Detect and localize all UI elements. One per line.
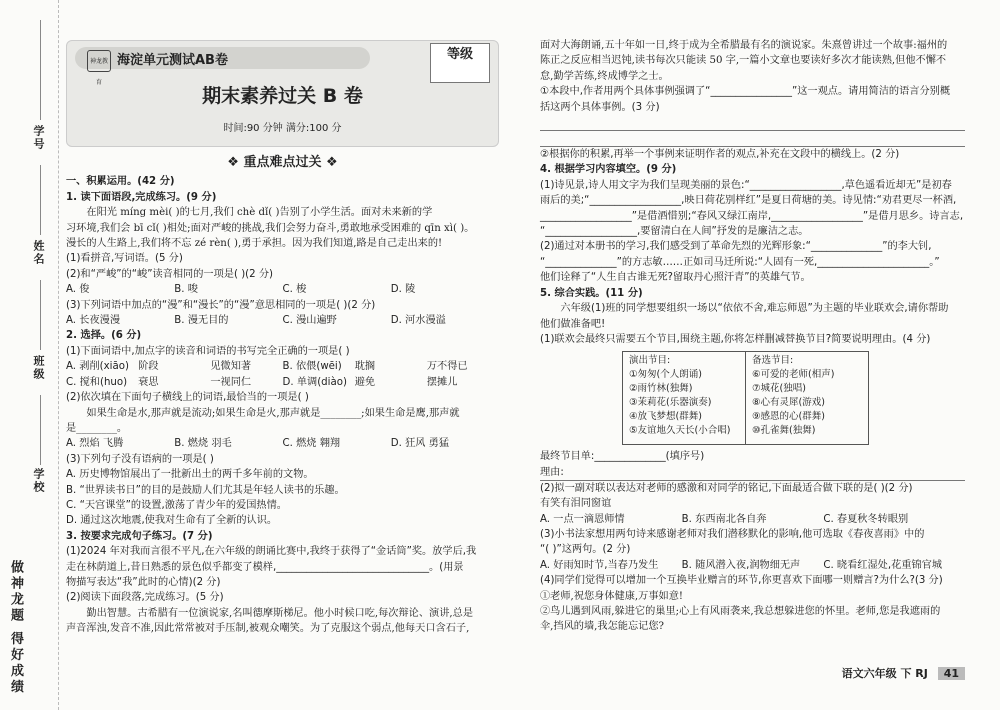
question-line: (2)通过对本册书的学习,我们感受到了革命先烈的光辉形象:“______________”的李大钊, bbox=[540, 241, 932, 253]
answer-options bbox=[66, 375, 499, 390]
question-line: ①老师,祝您身体健康,万事如意! bbox=[540, 590, 684, 602]
question-line: 如果生命是水,那声就是流动;如果生命是火,那声就是________;如果生命是鹰,那声就 bbox=[86, 407, 460, 419]
option[interactable]: A. 俊 bbox=[66, 284, 90, 296]
brand-bar bbox=[75, 47, 370, 86]
margin-slogan: 做神龙题 得好成绩 bbox=[8, 560, 23, 696]
question-line: 六年级(1)班的同学想要组织一场以“依依不舍,难忘师恩”为主题的毕业联欢会,请你帮助 bbox=[560, 303, 949, 315]
exam-meta: 时间:90 分钟 满分:100 分 bbox=[223, 123, 342, 134]
program-item: ⑧心有灵犀(游戏) bbox=[752, 397, 825, 409]
option[interactable]: B. 唆 bbox=[174, 284, 198, 296]
answer-options bbox=[66, 436, 499, 451]
question-line: __________________”是借酒惜别;“春风又绿江南岸,__________________”是借月思乡。诗言志, bbox=[540, 210, 964, 222]
question-line: C. “天宫课堂”的设置,激荡了青少年的爱国热情。 bbox=[66, 499, 287, 511]
question-line: 漫长的人生路上,我们将不忘 zé rèn( ),勇于承担。因为我们知道,路是自己走出来的! bbox=[66, 238, 443, 250]
performance-title: 演出节目: bbox=[629, 355, 671, 367]
question-line: “__________________,要留清白在人间”抒发的是廉洁之志。 bbox=[540, 226, 809, 238]
option[interactable]: D. 狂风 勇猛 bbox=[390, 438, 450, 450]
question-line: 他们做准备吧! bbox=[540, 318, 606, 330]
question-line: 括这两个具体事例。(3 分) bbox=[540, 101, 660, 113]
program-item: ③茉莉花(乐器演奏) bbox=[629, 397, 712, 409]
option[interactable]: 见微知著 bbox=[210, 361, 252, 373]
exam-header bbox=[66, 40, 499, 147]
label-name: 姓名 bbox=[32, 240, 45, 266]
option[interactable]: 衰思 bbox=[138, 376, 159, 388]
right-questions-bottom bbox=[540, 449, 965, 634]
question-line: 面对大海朗诵,五十年如一日,终于成为全希腊最有名的演说家。朱熹曾讲过一个故事:福州的 bbox=[540, 40, 948, 51]
question-line: 陈正之反应相当迟钝,读书每次只能读 50 字,一篇小文章也要读好多次才能读熟,但他不懈不 bbox=[540, 55, 947, 67]
question-line: (1)联欢会最终只需要五个节目,围绕主题,你将怎样删减替换节目?简要说明理由。(4 分) bbox=[540, 333, 931, 345]
question-line: 勤出智慧。古希腊有一位演说家,名叫德摩斯梯尼。他小时候口吃,每次辩论、演讲,总是 bbox=[86, 607, 474, 619]
question-line: (2)依次填在下面句子横线上的词语,最恰当的一项是( ) bbox=[66, 392, 309, 404]
question-line: 在阳光 míng mèi( )的七月,我们 chè dǐ( )告别了小学生活。面对未来新的学 bbox=[86, 207, 433, 219]
question-line: 怠,勤学苦练,终成博学之士。 bbox=[540, 70, 669, 82]
footer-subject: 语文六年级 下 RJ bbox=[841, 667, 928, 680]
question-line: 是________。 bbox=[66, 422, 128, 434]
label-class: 班级 bbox=[32, 355, 45, 381]
question-line: A. 历史博物馆展出了一批新出土的两千多年前的文物。 bbox=[66, 469, 314, 481]
program-item: ⑨感恩的心(群舞) bbox=[752, 411, 825, 423]
right-questions-top bbox=[540, 38, 965, 115]
answer-options bbox=[66, 282, 499, 297]
option[interactable]: A. 剥削(xiāo) bbox=[66, 361, 129, 373]
program-item: ⑤友谊地久天长(小合唱) bbox=[629, 425, 731, 437]
option[interactable]: 万不得已 bbox=[426, 361, 468, 373]
answer-options bbox=[540, 512, 965, 527]
margin-line bbox=[40, 395, 41, 465]
program-table bbox=[622, 351, 869, 445]
option[interactable]: 一视同仁 bbox=[210, 376, 252, 388]
answer-options bbox=[66, 313, 499, 328]
answer-line[interactable] bbox=[540, 115, 965, 131]
option[interactable]: B. 依偎(wēi) bbox=[282, 361, 342, 373]
option[interactable]: A. 一点一滴恩师情 bbox=[540, 513, 625, 525]
brand-name: 海淀单元测试AB卷 bbox=[117, 53, 228, 68]
question-line: (2)拟一副对联以表达对老师的感激和对同学的铭记,下面最适合做下联的是( )(2 分) bbox=[540, 482, 913, 494]
question-line: 1. 读下面语段,完成练习。(9 分) bbox=[66, 191, 217, 203]
option[interactable]: D. 河水漫溢 bbox=[390, 315, 446, 327]
question-line: D. 通过这次地震,使我对生命有了全新的认识。 bbox=[66, 515, 278, 527]
alternate-list bbox=[745, 352, 868, 444]
question-line: (3)小书法家想用两句诗来感谢老师对我们潜移默化的影响,他可选取《春夜喜雨》中的 bbox=[540, 528, 925, 540]
performance-list bbox=[623, 352, 745, 444]
question-line: 2. 选择。(6 分) bbox=[66, 330, 142, 342]
option[interactable]: A. 好雨知时节,当春乃发生 bbox=[540, 559, 659, 571]
option[interactable]: B. 漫无目的 bbox=[174, 315, 229, 327]
option[interactable]: D. 陵 bbox=[390, 284, 416, 296]
question-line: (1)下面词语中,加点字的读音和词语的书写完全正确的一项是( ) bbox=[66, 345, 350, 357]
question-line: 一、积累运用。(42 分) bbox=[66, 176, 175, 188]
question-line: (4)同学们觉得可以增加一个互换毕业赠言的环节,你更喜欢下面哪一则赠言?为什么?(3 分) bbox=[540, 575, 943, 587]
question-line: “______________”的方志敏……正如司马迁所说:“人固有一死,______________________。” bbox=[540, 256, 940, 268]
question-line: 走在林荫道上,昔日熟悉的景色似乎都变了模样,______________________________。(用景 bbox=[66, 561, 464, 573]
option[interactable]: C. 春夏秋冬转眼别 bbox=[823, 513, 909, 525]
alternate-title: 备选节目: bbox=[752, 355, 794, 367]
program-item: ①匆匆(个人朗诵) bbox=[629, 369, 702, 381]
question-line: 声音浑浊,发音不准,因此常常被对手压制,被观众嘲笑。为了克服这个弱点,他每天口含石子, bbox=[66, 623, 470, 635]
option[interactable]: C. 漫山遍野 bbox=[282, 315, 337, 327]
option[interactable]: B. 东西南北各自奔 bbox=[681, 513, 767, 525]
question-line: (3)下列句子没有语病的一项是( ) bbox=[66, 453, 214, 465]
option[interactable]: 阶段 bbox=[138, 361, 159, 373]
program-item: ④放飞梦想(群舞) bbox=[629, 411, 702, 423]
option[interactable]: 耽搁 bbox=[354, 361, 376, 373]
question-line: 理由: bbox=[540, 465, 965, 481]
option[interactable]: 避免 bbox=[354, 376, 376, 388]
left-questions bbox=[66, 174, 499, 636]
grade-box bbox=[430, 43, 490, 83]
program-item: ⑥可爱的老师(相声) bbox=[752, 369, 835, 381]
program-item: ⑩孔雀舞(独舞) bbox=[752, 425, 816, 437]
program-item: ②雨竹林(独舞) bbox=[629, 383, 693, 395]
program-item: ⑦城花(独唱) bbox=[752, 383, 806, 395]
question-line: “( )”这两句。(2 分) bbox=[540, 544, 631, 556]
option[interactable]: D. 单调(diào) bbox=[282, 376, 347, 388]
answer-options bbox=[540, 558, 965, 573]
question-line: ②根据你的积累,再举一个事例来证明作者的观点,补充在文段中的横线上。(2 分) bbox=[540, 149, 900, 161]
option[interactable]: C. 燃烧 翱翔 bbox=[282, 438, 341, 450]
grade-label: 等级 bbox=[446, 47, 473, 62]
question-line: 他们诠释了“人生自古谁无死?留取丹心照汗青”的英雄气节。 bbox=[540, 272, 811, 284]
label-school: 学校 bbox=[32, 468, 45, 494]
question-line: (3)下列词语中加点的“漫”和“漫长”的“漫”意思相同的一项是( )(2 分) bbox=[66, 299, 376, 311]
question-line: (1)看拼音,写词语。(5 分) bbox=[66, 253, 183, 265]
question-line: 习环境,我们会 bī cǐ( )相处;面对严峻的挑战,我们会努力奋斗,勇敢地承受困难的 qīn xì( )。 bbox=[66, 222, 475, 234]
margin-line bbox=[40, 165, 41, 235]
option[interactable]: C. 晓看红湿处,花重锦官城 bbox=[823, 559, 943, 571]
question-line: 4. 根据学习内容填空。(9 分) bbox=[540, 164, 677, 176]
option[interactable]: C. 梭 bbox=[282, 284, 307, 296]
option[interactable]: A. 长夜漫漫 bbox=[66, 315, 121, 327]
brand-logo: 神龙教育 bbox=[87, 50, 111, 72]
page-number: 41 bbox=[938, 667, 965, 680]
margin-line bbox=[40, 20, 41, 120]
page-footer bbox=[842, 665, 965, 681]
right-questions-mid bbox=[540, 147, 965, 347]
option[interactable]: B. 随风潜入夜,润物细无声 bbox=[681, 559, 801, 571]
answer-line[interactable] bbox=[540, 131, 965, 147]
question-line: ②鸟儿遇到风雨,躲进它的巢里;心上有风雨袭来,我总想躲进您的怀里。老师,您是我遮雨的 bbox=[540, 605, 941, 617]
question-line: 有笑有泪同窗谊 bbox=[540, 498, 612, 510]
left-column bbox=[66, 40, 499, 700]
question-line: 雨后的美;“__________________,映日荷花别样红”是夏日荷塘的美。诗见情:“劝君更尽一杯酒, bbox=[540, 195, 957, 207]
question-line: 3. 按要求完成句子练习。(7 分) bbox=[66, 530, 213, 542]
right-column bbox=[540, 38, 965, 698]
option[interactable]: 摆摊儿 bbox=[426, 376, 458, 388]
question-line: 伞,挡风的墙,我怎能忘记您? bbox=[540, 621, 664, 633]
question-line: (2)阅读下面段落,完成练习。(5 分) bbox=[66, 592, 224, 604]
answer-options bbox=[66, 359, 499, 374]
option[interactable]: A. 烈焰 飞腾 bbox=[66, 438, 124, 450]
binding-margin bbox=[0, 0, 59, 710]
question-line: 物描写表达“我”此时的心情)(2 分) bbox=[66, 576, 221, 588]
question-line: 5. 综合实践。(11 分) bbox=[540, 287, 643, 299]
question-line: (1)诗见景,诗人用文字为我们呈现美丽的景色:“__________________,草色遥看近却无”是初春 bbox=[540, 179, 952, 191]
question-line: (1)2024 年对我而言很不平凡,在六年级的朗诵比赛中,我终于获得了“金话筒”奖。放学后,我 bbox=[66, 546, 477, 558]
option[interactable]: C. 搅和(huo) bbox=[66, 376, 128, 388]
question-line: B. “世界读书日”的目的是鼓励人们尤其是年轻人读书的乐趣。 bbox=[66, 484, 345, 496]
question-line: 最终节目单:______________(填序号) bbox=[540, 451, 705, 463]
question-line: ①本段中,作者用两个具体事例强调了“________________”这一观点。请用简洁的语言分别概 bbox=[540, 86, 951, 98]
exam-title: 期末素养过关 B 卷 bbox=[202, 85, 363, 107]
label-student-id: 学号 bbox=[32, 125, 45, 151]
option[interactable]: B. 燃烧 羽毛 bbox=[174, 438, 232, 450]
question-line: (2)和“严峻”的“峻”读音相同的一项是( )(2 分) bbox=[66, 268, 274, 280]
section-title: ❖ 重点难点过关 ❖ bbox=[227, 155, 338, 170]
margin-line bbox=[40, 280, 41, 350]
